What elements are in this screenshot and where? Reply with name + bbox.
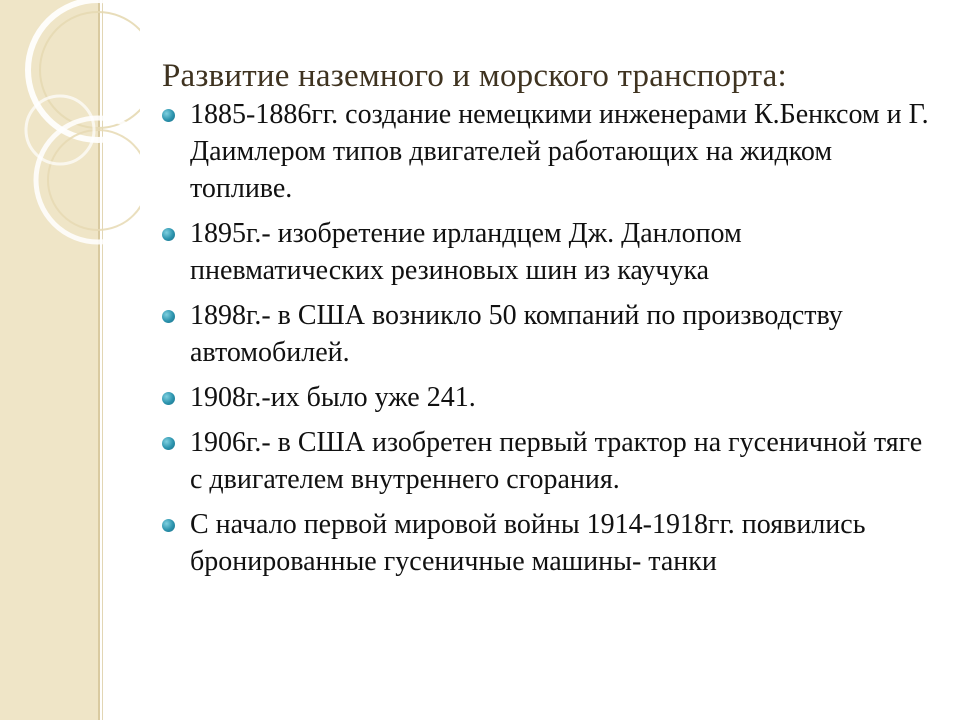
bullet-list	[160, 96, 940, 588]
bullet-text: 1885-1886гг. создание немецкими инженерами К.Бенксом и Г. Даимлером типов двигателей работающих на жидком топливе.	[190, 99, 929, 204]
circle-decoration-icon	[0, 0, 140, 260]
bullet-text: С начало первой мировой войны 1914-1918гг. появились бронированные гусеничные машины- танки	[190, 509, 866, 577]
round-teal-bullet-icon	[162, 310, 175, 323]
bullet-item	[160, 379, 940, 416]
bullet-text: 1906г.- в США изобретен первый трактор на гусеничной тяге с двигателем внутреннего сгорания.	[190, 427, 923, 495]
bullet-item	[160, 297, 940, 371]
round-teal-bullet-icon	[162, 437, 175, 450]
round-teal-bullet-icon	[162, 392, 175, 405]
bullet-item	[160, 96, 940, 207]
bullet-item	[160, 506, 940, 580]
bullet-item	[160, 215, 940, 289]
bullet-text: 1908г.-их было уже 241.	[190, 382, 476, 413]
round-teal-bullet-icon	[162, 519, 175, 532]
round-teal-bullet-icon	[162, 109, 175, 122]
bullet-text: 1895г.- изобретение ирландцем Дж. Данлопом пневматических резиновых шин из каучука	[190, 218, 742, 286]
round-teal-bullet-icon	[162, 228, 175, 241]
bullet-text: 1898г.- в США возникло 50 компаний по производству автомобилей.	[190, 300, 843, 368]
slide-title: Развитие наземного и морского транспорта:	[162, 58, 787, 94]
bullet-item	[160, 424, 940, 498]
